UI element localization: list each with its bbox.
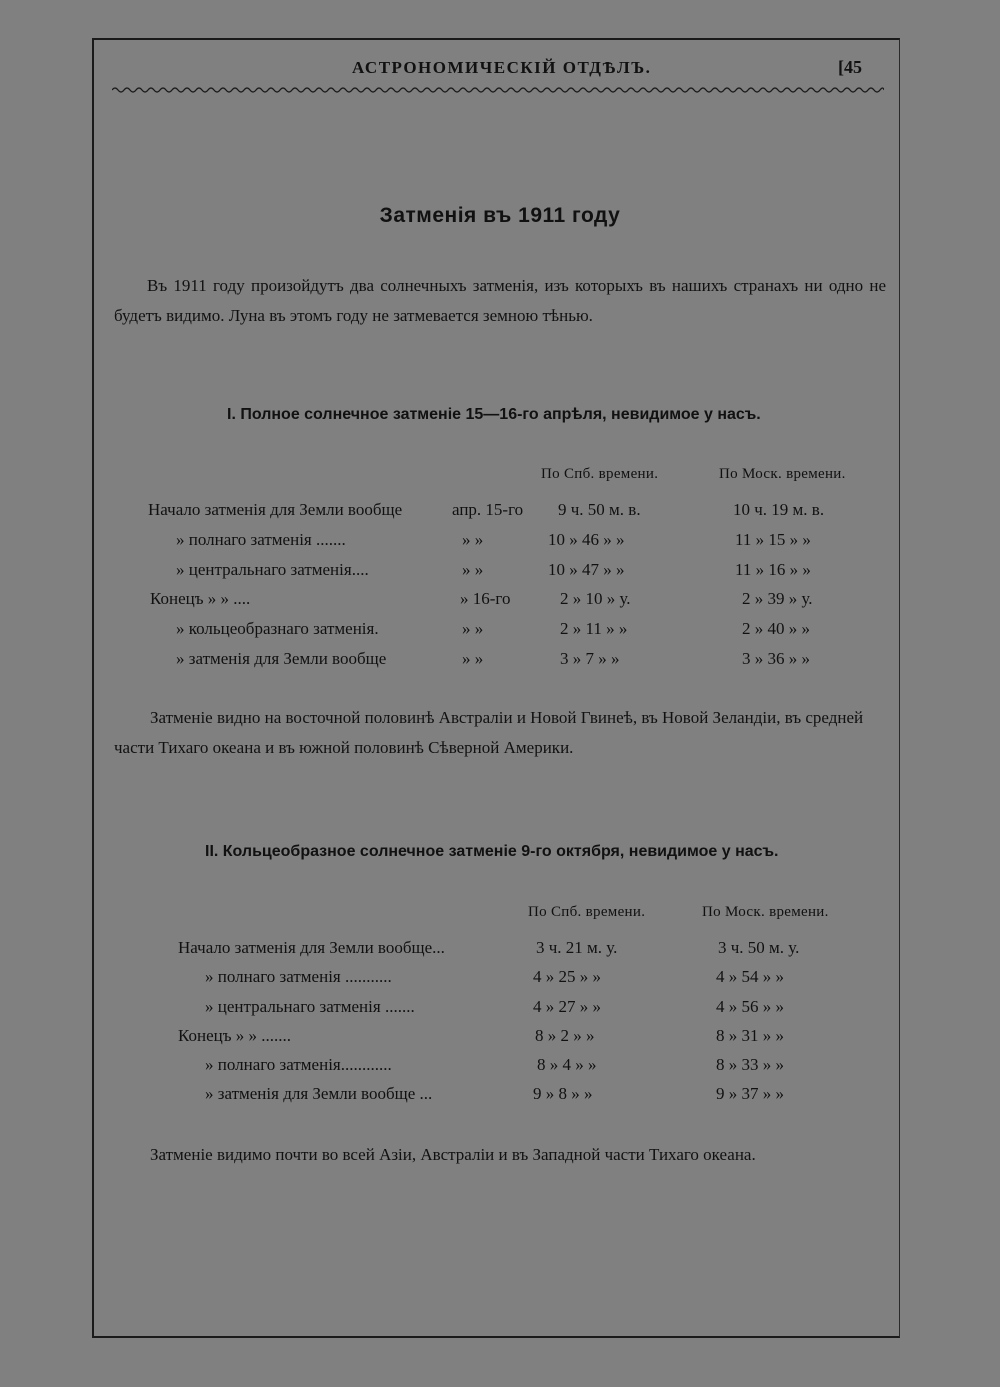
table-row-date: апр. 15-го	[452, 500, 524, 519]
table-row-label: » центральнаго затменія....	[176, 560, 369, 579]
table-row-msk: 11 » 16 » »	[735, 560, 811, 579]
table-row-msk: 2 » 39 » у.	[742, 589, 813, 608]
intro-paragraph: Въ 1911 году произойдутъ два солнечныхъ затменія, изъ которыхъ въ нашихъ странахъ ни одно не будетъ видимо. Луна въ этомъ году не затмевается земною тѣнью.	[114, 276, 886, 325]
eclipse1-col-spb: По Спб. времени.	[541, 466, 659, 482]
table-row-msk: 11 » 15 » »	[735, 530, 811, 549]
table-row-spb: 2 » 10 » у.	[560, 589, 631, 608]
eclipse1-heading: I. Полное солнечное затменіе 15—16-го апрѣля, невидимое у насъ.	[227, 406, 761, 423]
table-row-spb: 10 » 47 » »	[548, 560, 625, 579]
table-row-date: » 16-го	[460, 589, 511, 608]
table-row-label: » кольцеобразнаго затменія.	[176, 619, 379, 638]
table-row-label: Конецъ » » .......	[178, 1026, 292, 1045]
running-head: АСТРОНОМИЧЕСКІЙ ОТДѢЛЪ.	[352, 58, 652, 77]
table-row-spb: 3 ч. 21 м. у.	[536, 938, 618, 957]
table-row-label: » полнаго затменія ...........	[205, 967, 392, 986]
ornamental-rule	[112, 85, 884, 95]
eclipse2-heading: II. Кольцеобразное солнечное затменіе 9-го октября, невидимое у насъ.	[205, 843, 779, 860]
table-row-spb: 10 » 46 » »	[548, 530, 625, 549]
table-row-msk: 3 ч. 50 м. у.	[718, 938, 800, 957]
eclipse1-visibility-note: Затменіе видно на восточной половинѣ Австраліи и Новой Гвинеѣ, въ Новой Зеландіи, въ средней части Тихаго океана и въ южной половинѣ Сѣверной Америки.	[114, 708, 864, 757]
table-row-label: » затменія для Земли вообще	[176, 649, 387, 668]
table-row-label: » полнаго затменія............	[205, 1055, 392, 1074]
table-row-date: » »	[462, 649, 484, 668]
table-row-msk: 8 » 33 » »	[716, 1055, 784, 1074]
table-row-msk: 8 » 31 » »	[716, 1026, 784, 1045]
table-row-msk: 9 » 37 » »	[716, 1084, 784, 1103]
table-row-label: » центральнаго затменія .......	[205, 997, 415, 1016]
table-row-spb: 3 » 7 » »	[560, 649, 620, 668]
eclipse1-col-msk: По Моск. времени.	[719, 466, 846, 482]
table-row-date: » »	[462, 530, 484, 549]
table-row-spb: 9 ч. 50 м. в.	[558, 500, 641, 519]
table-row-spb: 4 » 25 » »	[533, 967, 601, 986]
table-row-date: » »	[462, 560, 484, 579]
table-row-msk: 10 ч. 19 м. в.	[733, 500, 825, 519]
page-number: [45	[838, 57, 862, 77]
table-row-spb: 4 » 27 » »	[533, 997, 601, 1016]
table-row-spb: 2 » 11 » »	[560, 619, 628, 638]
table-row-label: » полнаго затменія .......	[176, 530, 346, 549]
table-row-label: Начало затменія для Земли вообще...	[178, 938, 445, 957]
table-row-msk: 3 » 36 » »	[742, 649, 810, 668]
table-row-msk: 4 » 54 » »	[716, 967, 784, 986]
eclipse2-visibility-note: Затменіе видимо почти во всей Азіи, Австраліи и въ Западной части Тихаго океана.	[150, 1145, 756, 1164]
table-row-spb: 8 » 4 » »	[537, 1055, 597, 1074]
table-row-label: Конецъ » » ....	[150, 589, 251, 608]
eclipse2-col-spb: По Спб. времени.	[528, 904, 646, 920]
table-row-msk: 2 » 40 » »	[742, 619, 810, 638]
table-row-msk: 4 » 56 » »	[716, 997, 784, 1016]
table-row-label: » затменія для Земли вообще ...	[205, 1084, 433, 1103]
eclipse2-col-msk: По Моск. времени.	[702, 904, 829, 920]
table-row-spb: 8 » 2 » »	[535, 1026, 595, 1045]
table-row-label: Начало затменія для Земли вообще	[148, 500, 403, 519]
table-row-spb: 9 » 8 » »	[533, 1084, 593, 1103]
page-title: Затменія въ 1911 году	[379, 204, 621, 227]
table-row-date: » »	[462, 619, 484, 638]
